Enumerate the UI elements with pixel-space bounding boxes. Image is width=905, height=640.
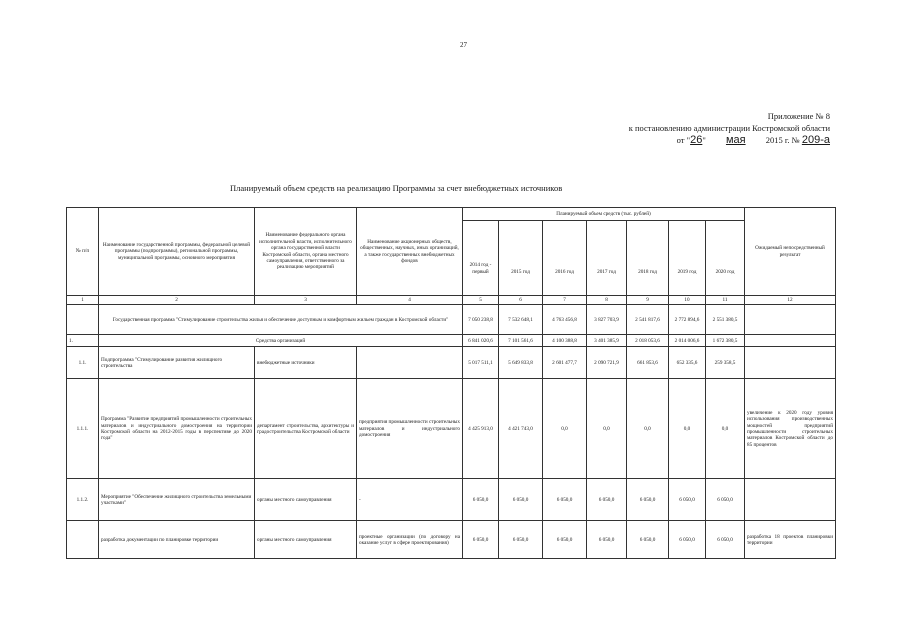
program-value: 2 551 380,5 [706,305,745,335]
appendix-line-1: Приложение № 8 [767,111,830,121]
organizations-value: 7 101 561,6 [499,335,543,347]
subprogram-value: 5 017 511,1 [463,347,499,379]
column-number: 2 [99,296,255,305]
program-industry-result: увеличение к 2020 году уровня использования производственных мощностей предприятий промышленности строительных материалов Костромской области до 85 процентов [745,379,836,479]
appendix-day: 26 [690,134,703,146]
cell-empty [67,305,99,335]
subprogram-value: 2 090 721,9 [587,347,627,379]
subprogram-value: 259 358,5 [706,347,745,379]
program-value: 3 827 703,9 [587,305,627,335]
cell-empty [745,479,836,521]
subprogram-no: 1.1. [67,347,99,379]
planning-docs-value: 6 050,0 [463,521,499,559]
subprogram-value: 661 853,6 [627,347,669,379]
header-row-top [67,208,836,221]
organizations-no: 1. [67,335,99,347]
land-plots-value: 6 050,0 [627,479,669,521]
organizations-value: 2 018 053,6 [627,335,669,347]
land-plots-value: 6 050,0 [669,479,706,521]
column-number: 4 [357,296,463,305]
planning-docs-name: разработка документации по планировке территории [99,521,255,559]
column-number: 8 [587,296,627,305]
column-number: 7 [543,296,587,305]
column-number: 10 [669,296,706,305]
planning-docs-value: 6 050,0 [587,521,627,559]
subprogram-value: 5 649 833,8 [499,347,543,379]
budget-table-wrapper [66,207,836,559]
land-plots-value: 6 050,0 [587,479,627,521]
program-industry-value: 0,0 [587,379,627,479]
program-industry-source: предприятия промышленности строительных материалов и индустриального домостроения [357,379,463,479]
appendix-quote: " [702,135,706,145]
appendix-month: мая [725,134,746,146]
header-result: Ожидаемый непосредственный результат [745,208,836,296]
header-year: 2020 год [706,221,745,296]
land-plots-no: 1.1.2. [67,479,99,521]
planning-docs-value: 6 050,0 [669,521,706,559]
organizations-value: 4 100 388,8 [543,335,587,347]
planning-docs-value: 6 050,0 [706,521,745,559]
land-plots-row [67,479,836,521]
appendix-number: 209-а [801,134,830,146]
program-industry-organ: департамент строительства, архитектуры и градостроительства Костромской области [255,379,357,479]
header-year: 2018 год [627,221,669,296]
program-value: 2 772 894,6 [669,305,706,335]
land-plots-value: 6 050,0 [543,479,587,521]
program-industry-no: 1.1.1. [67,379,99,479]
organizations-row [67,335,836,347]
planning-docs-source: проектные организации (по договору на оказание услуг в сфере проектирования) [357,521,463,559]
cell-empty [745,305,836,335]
column-number-row [67,296,836,305]
planning-docs-value: 6 050,0 [543,521,587,559]
program-value: 7 050 238,8 [463,305,499,335]
header-source: Наименование акционерных обществ, общественных, научных, иных организаций, а также государственных внебюджетных фондов [357,208,463,296]
program-row [67,305,836,335]
appendix-header [560,110,830,146]
program-industry-value: 0,0 [706,379,745,479]
program-industry-value: 0,0 [669,379,706,479]
appendix-from: от " [676,135,691,145]
planning-docs-organ: органы местного самоуправления [255,521,357,559]
header-year: 2019 год [669,221,706,296]
appendix-line-2: к постановлению администрации Костромской области [628,123,830,133]
program-value: 2 541 817,6 [627,305,669,335]
column-number: 5 [463,296,499,305]
program-industry-value: 0,0 [627,379,669,479]
cell-empty [67,521,99,559]
document-title: Планируемый объем средств на реализацию Программы за счет внебюджетных источников [230,183,563,193]
subprogram-name: Подпрограмма "Стимулирование развития жилищного строительства [99,347,255,379]
land-plots-value: 6 050,0 [463,479,499,521]
program-value: 7 532 648,1 [499,305,543,335]
program-industry-name: Программа "Развитие предприятий промышленности строительных материалов и индустриального домостроения на территории Костромской области на 2012-2015 годы в перспективе до 2020 года" [99,379,255,479]
header-year: 2014 год - первый [463,221,499,296]
program-industry-value: 0,0 [543,379,587,479]
budget-table [66,207,836,559]
subprogram-value: 2 601 477,7 [543,347,587,379]
land-plots-source: - [357,479,463,521]
planning-docs-result: разработка 18 проектов планировки территории [745,521,836,559]
cell-empty [745,347,836,379]
land-plots-value: 6 050,0 [706,479,745,521]
planning-docs-value: 6 050,0 [499,521,543,559]
header-no: № п/п [67,208,99,296]
header-name: Наименование государственной программы, федеральной целевой программы (подпрограммы), региональной программы, муниципальной программы, основного мероприятия [99,208,255,296]
subprogram-row [67,347,836,379]
page-number: 27 [460,41,467,49]
column-number: 9 [627,296,669,305]
column-number: 3 [255,296,357,305]
planning-docs-value: 6 050,0 [627,521,669,559]
program-industry-value: 4 421 743,0 [499,379,543,479]
header-year: 2015 год [499,221,543,296]
program-value: 4 763 456,8 [543,305,587,335]
appendix-line-3 [560,134,830,146]
program-industry-row [67,379,836,479]
organizations-value: 3 401 385,9 [587,335,627,347]
organizations-value: 1 672 380,5 [706,335,745,347]
header-year: 2017 год [587,221,627,296]
column-number: 11 [706,296,745,305]
subprogram-organ: внебюджетные источники [255,347,357,379]
column-number: 6 [499,296,543,305]
land-plots-organ: органы местного самоуправления [255,479,357,521]
program-name: Государственная программа "Стимулирование строительства жилья и обеспечение доступным и комфортным жильем граждан в Костромской области" [99,305,463,335]
program-industry-value: 4 425 913,0 [463,379,499,479]
appendix-year: 2015 г. № [765,135,800,145]
cell-empty [357,347,463,379]
header-year: 2016 год [543,221,587,296]
column-number: 12 [745,296,836,305]
planning-docs-row [67,521,836,559]
header-organ: Наименование федерального органа исполнительной власти, исполнительного органа государственной власти Костромской области, органа местного самоуправления, ответственного за реализацию мероприятий [255,208,357,296]
land-plots-name: Мероприятие "Обеспечение жилищного строительства земельными участками" [99,479,255,521]
organizations-value: 6 841 020,6 [463,335,499,347]
subprogram-value: 652 335,6 [669,347,706,379]
organizations-name: Средства организаций [99,335,463,347]
column-number: 1 [67,296,99,305]
cell-empty [745,335,836,347]
land-plots-value: 6 050,0 [499,479,543,521]
header-volume: Планируемый объем средств (тыс. рублей) [463,208,745,221]
organizations-value: 2 014 006,6 [669,335,706,347]
